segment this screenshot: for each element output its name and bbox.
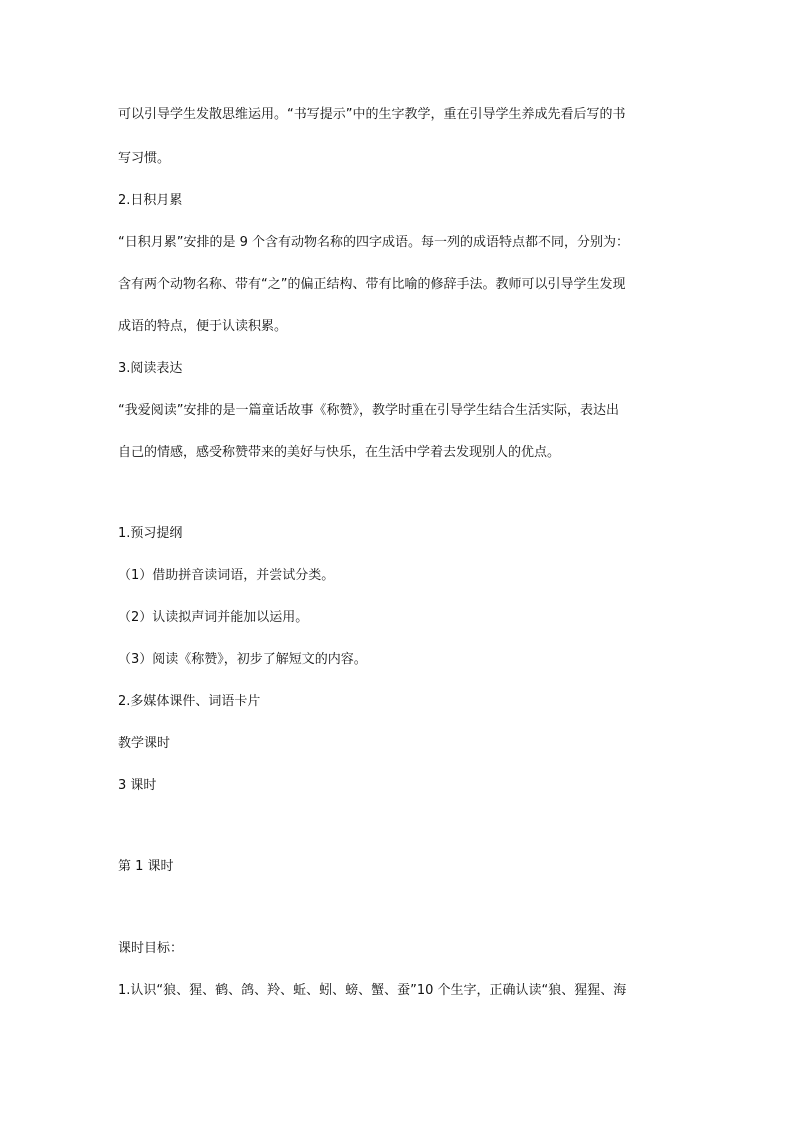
section-heading: 3.阅读表达 — [118, 361, 183, 376]
section-heading: 2.日积月累 — [118, 193, 183, 208]
text-line: 自己的情感，感受称赞带来的美好与快乐，在生活中学着去发现别人的优点。 — [118, 445, 561, 460]
objectives-heading: 课时目标： — [118, 941, 184, 956]
list-item: （3）阅读《称赞》，初步了解短文的内容。 — [118, 652, 367, 667]
text-line: 含有两个动物名称、带有“之”的偏正结构、带有比喻的修辞手法。教师可以引导学生发现 — [118, 277, 626, 292]
text-line: 可以引导学生发散思维运用。“书写提示”中的生字教学，重在引导学生养成先看后写的书 — [118, 107, 626, 122]
text-line: 3 课时 — [118, 778, 157, 793]
lesson-title: 第 1 课时 — [118, 859, 174, 874]
text-line: “我爱阅读”安排的是一篇童话故事《称赞》，教学时重在引导学生结合生活实际，表达出 — [118, 403, 619, 418]
text-line: 成语的特点，便于认读积累。 — [118, 319, 288, 334]
text-line: 写习惯。 — [118, 151, 171, 166]
list-item: （1）借助拼音读词语，并尝试分类。 — [118, 568, 335, 583]
section-heading: 2.多媒体课件、词语卡片 — [118, 694, 261, 709]
text-line: 1.认识“狼、猩、鹤、鸽、羚、蚯、蚓、螃、蟹、蚕”10 个生字，正确认读“狼、猩猩、海 — [118, 983, 627, 998]
list-item: （2）认读拟声词并能加以运用。 — [118, 610, 309, 625]
section-heading: 1.预习提纲 — [118, 526, 183, 541]
section-heading: 教学课时 — [118, 736, 171, 751]
text-line: “日积月累”安排的是 9 个含有动物名称的四字成语。每一列的成语特点都不同，分别为： — [118, 235, 630, 250]
